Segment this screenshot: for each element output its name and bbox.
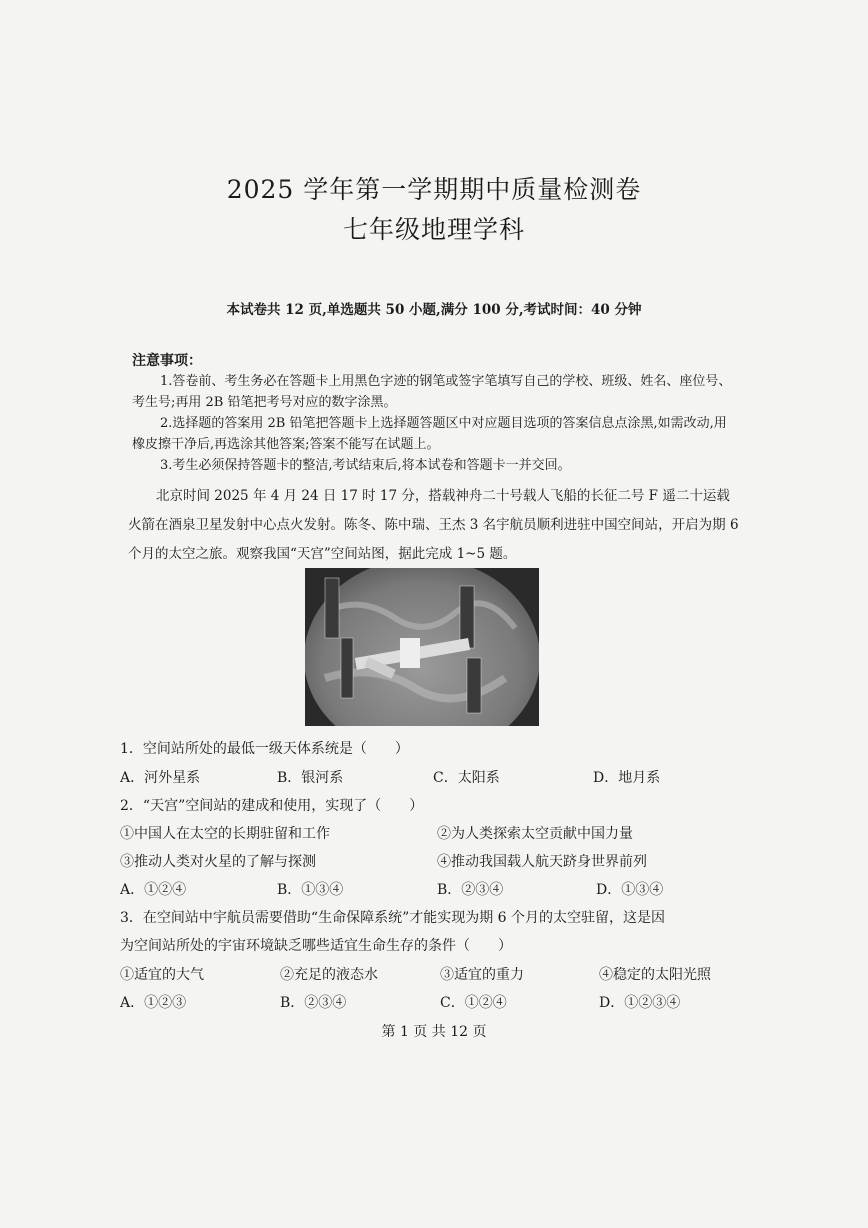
question-2-statements-row-1 xyxy=(120,823,760,845)
notice-item-2 xyxy=(132,413,732,455)
notice-item-1 xyxy=(132,371,732,413)
question-3-stem-line-2: 为空间站所处的宇宙环境缺乏哪些适宜生命生存的条件（ ） xyxy=(120,938,512,954)
q3-statement-4: ④稳定的太阳光照 xyxy=(599,967,711,983)
q2-statement-2: ②为人类探索太空贡献中国力量 xyxy=(437,826,633,842)
q2-statement-4: ④推动我国载人航天跻身世界前列 xyxy=(437,854,647,870)
q2-statement-1: ①中国人在太空的长期驻留和工作 xyxy=(120,826,330,842)
q2-option-b: B．①③④ xyxy=(277,882,344,898)
question-1-options xyxy=(120,767,760,789)
question-3-statements xyxy=(120,964,760,986)
q3-statement-1: ①适宜的大气 xyxy=(120,967,204,983)
notice-item-3-text: 3.考生必须保持答题卡的整洁,考试结束后,将本试卷和答题卡一并交回。 xyxy=(160,458,571,473)
q3-option-c: C．①②④ xyxy=(440,995,507,1011)
q1-option-c: C．太阳系 xyxy=(433,770,500,786)
question-2-statements-row-2 xyxy=(120,851,760,873)
intro-passage: 北京时间 2025 年 4 月 24 日 17 时 17 分，搭载神舟二十号载人飞船的长征二号 F 遥二十运载火箭在酒泉卫星发射中心点火发射。陈冬、陈中瑞、王杰 3 名宇航员顺利进驻中国空间站，开启为期 6 个月的太空之旅。观察我国“天宫”空间站图，据此完成 1~5 题。 xyxy=(128,488,739,562)
question-3-options xyxy=(120,992,760,1014)
notice-item-1-text: 1.答卷前、考生务必在答题卡上用黑色字迹的钢笔或签字笔填写自己的学校、班级、姓名、座位号、考生号;再用 2B 铅笔把考号对应的数字涂黑。 xyxy=(132,374,732,410)
question-2-options xyxy=(120,879,760,901)
q3-option-d: D．①②③④ xyxy=(599,995,681,1011)
notice-heading: 注意事项： xyxy=(132,353,202,369)
notice-item-3 xyxy=(132,455,732,476)
q3-statement-2: ②充足的液态水 xyxy=(280,967,378,983)
question-3-stem-line-1: 3．在空间站中宇航员需要借助“生命保障系统”才能实现为期 6 个月的太空驻留，这是因 xyxy=(120,910,666,926)
q3-option-a: A．①②③ xyxy=(120,995,187,1011)
q1-option-a: A．河外星系 xyxy=(120,770,201,786)
q3-option-b: B．②③④ xyxy=(280,995,347,1011)
exam-title: 2025 学年第一学期期中质量检测卷 xyxy=(226,175,642,204)
q1-option-b: B．银河系 xyxy=(277,770,344,786)
exam-subject: 七年级地理学科 xyxy=(342,215,525,244)
exam-info: 本试卷共 12 页,单选题共 50 小题,满分 100 分,考试时间：40 分钟 xyxy=(226,302,642,318)
question-1-stem: 1．空间站所处的最低一级天体系统是（ ） xyxy=(120,741,409,757)
q2-option-d: D．①③④ xyxy=(596,882,664,898)
q1-option-d: D．地月系 xyxy=(593,770,661,786)
space-station-image xyxy=(305,568,539,726)
page-footer: 第 1 页 共 12 页 xyxy=(381,1024,487,1040)
q3-statement-3: ③适宜的重力 xyxy=(440,967,524,983)
q2-option-c: B．②③④ xyxy=(437,882,504,898)
question-2-stem: 2．“天宫”空间站的建成和使用，实现了（ ） xyxy=(120,798,424,814)
q2-option-a: A．①②④ xyxy=(120,882,187,898)
notice-item-2-text: 2.选择题的答案用 2B 铅笔把答题卡上选择题答题区中对应题目选项的答案信息点涂黑,如需改动,用橡皮擦干净后,再选涂其他答案;答案不能写在试题上。 xyxy=(132,416,727,452)
q2-statement-3: ③推动人类对火星的了解与探测 xyxy=(120,854,316,870)
